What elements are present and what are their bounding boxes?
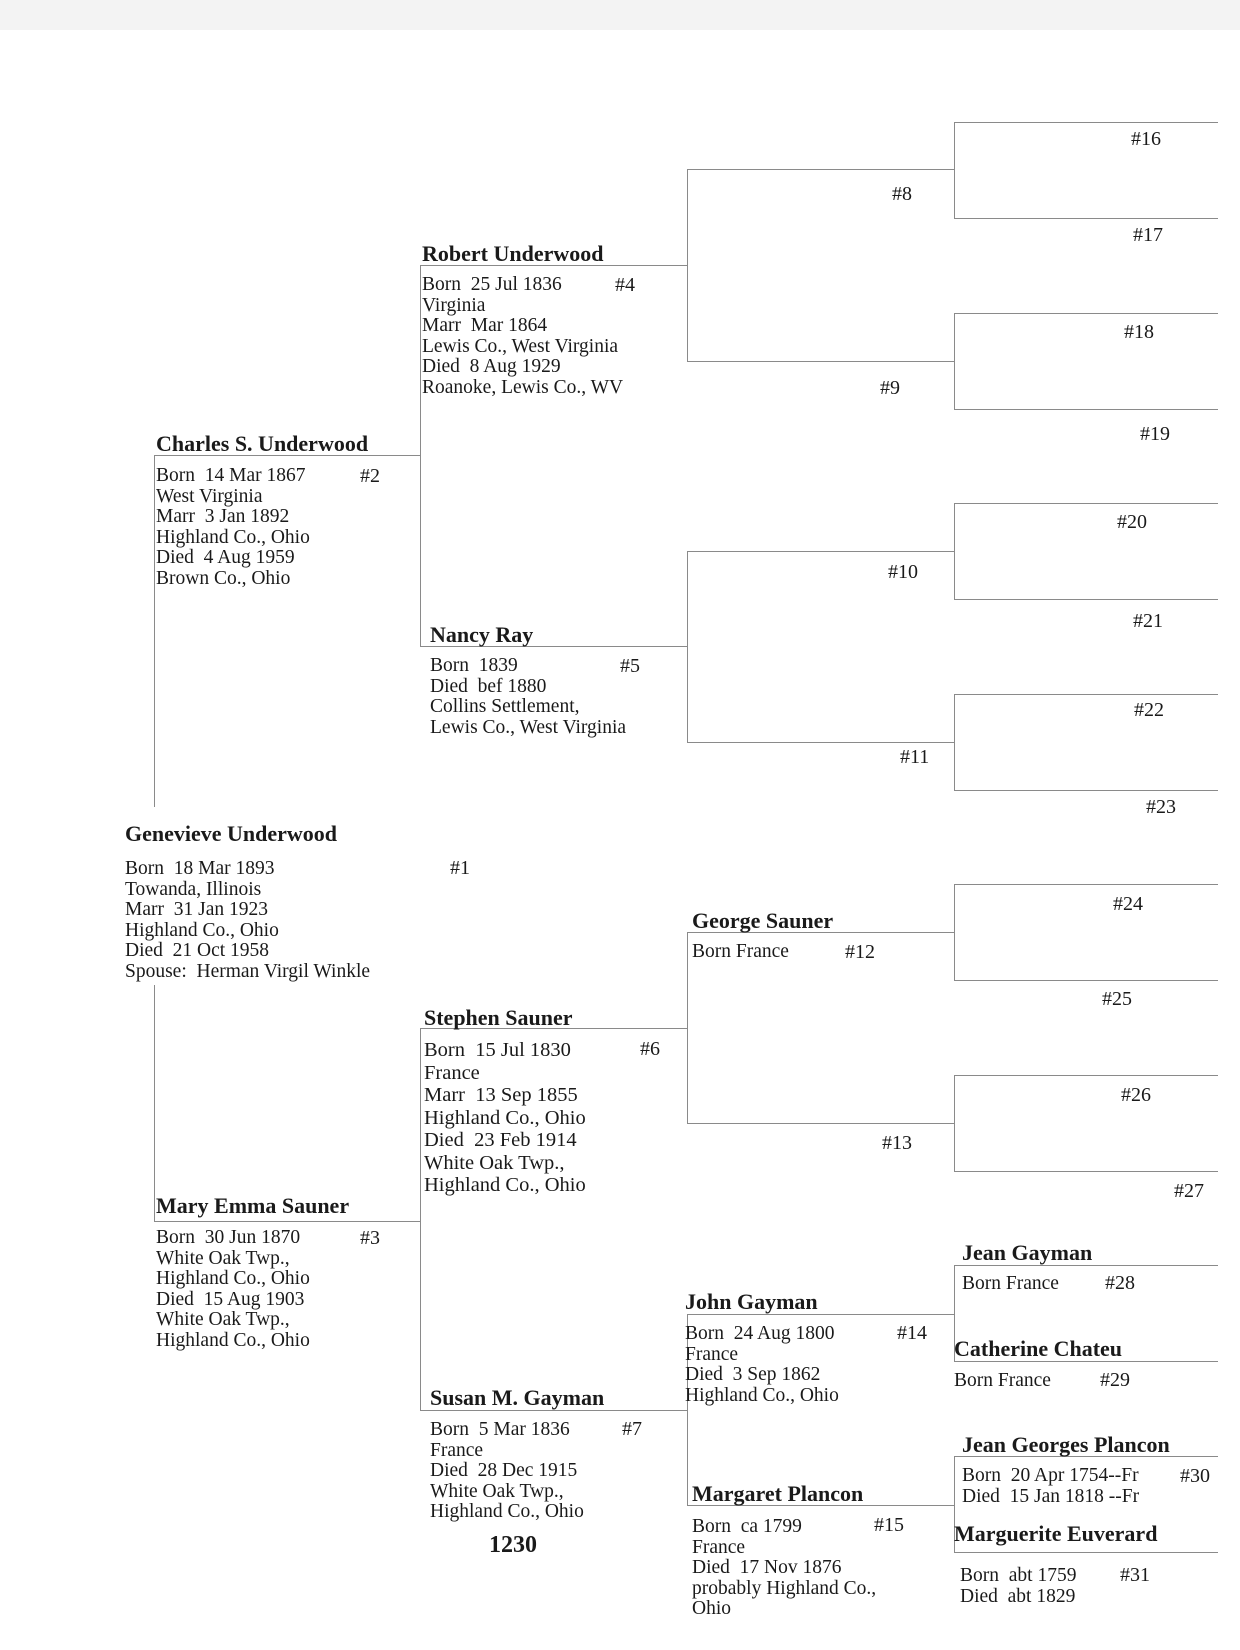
connector-line — [954, 694, 1218, 695]
slot-number-26: #26 — [1121, 1084, 1151, 1106]
slot-number-13: #13 — [882, 1132, 912, 1154]
connector-line — [954, 409, 1218, 410]
person-28-name: Jean Gayman — [962, 1240, 1093, 1265]
person-5-details: Born 1839 Died bef 1880 Collins Settlement, Lewis Co., West Virginia — [430, 655, 627, 738]
connector-line — [954, 218, 1218, 219]
connector-line — [954, 1552, 1218, 1553]
person-30-name: Jean Georges Plancon — [962, 1432, 1170, 1457]
connector-line — [687, 551, 688, 742]
person-3-details: Born 30 Jun 1870 White Oak Twp., Highland Co., Ohio Died 15 Aug 1903 White Oak Twp., Highland Co., Ohio — [156, 1227, 310, 1351]
person-4-details: Born 25 Jul 1836 Virginia Marr Mar 1864 Lewis Co., West Virginia Died 8 Aug 1929 Roanoke, Lewis Co., WV — [422, 274, 624, 398]
person-30-details: Born 20 Apr 1754--Fr Died 15 Jan 1818 --Fr — [962, 1465, 1140, 1507]
person-12-number: #12 — [845, 941, 875, 963]
connector-line — [954, 503, 955, 599]
slot-number-17: #17 — [1133, 224, 1163, 246]
connector-line — [954, 313, 1218, 314]
person-1-number: #1 — [450, 857, 470, 879]
person-3-name: Mary Emma Sauner — [156, 1193, 350, 1218]
person-31-name: Marguerite Euverard — [954, 1521, 1158, 1546]
person-31-number: #31 — [1120, 1564, 1150, 1586]
connector-line — [687, 932, 688, 1123]
person-4-name: Robert Underwood — [422, 241, 604, 266]
connector-line — [954, 122, 955, 218]
connector-line — [687, 742, 954, 743]
slot-number-18: #18 — [1124, 321, 1154, 343]
slot-number-10: #10 — [888, 561, 918, 583]
slot-number-24: #24 — [1113, 893, 1143, 915]
slot-number-23: #23 — [1146, 796, 1176, 818]
person-14-details: Born 24 Aug 1800 France Died 3 Sep 1862 Highland Co., Ohio — [685, 1323, 839, 1406]
person-7-number: #7 — [622, 1418, 642, 1440]
person-7-name: Susan M. Gayman — [430, 1385, 605, 1410]
slot-number-27: #27 — [1174, 1180, 1204, 1202]
connector-line — [954, 503, 1218, 504]
person-14-number: #14 — [897, 1322, 927, 1344]
connector-line — [954, 980, 1218, 981]
person-2-details: Born 14 Mar 1867 West Virginia Marr 3 Jan 1892 Highland Co., Ohio Died 4 Aug 1959 Brown Co., Ohio — [156, 465, 310, 589]
slot-number-22: #22 — [1134, 699, 1164, 721]
connector-line — [687, 551, 954, 552]
person-29-name: Catherine Chateu — [954, 1336, 1123, 1361]
person-2-name: Charles S. Underwood — [156, 431, 369, 456]
slot-number-20: #20 — [1117, 511, 1147, 533]
connector-line — [954, 1361, 1218, 1362]
person-28-number: #28 — [1105, 1272, 1135, 1294]
person-5-number: #5 — [620, 655, 640, 677]
person-15-details: Born ca 1799 France Died 17 Nov 1876 probably Highland Co., Ohio — [692, 1516, 877, 1619]
person-6-name: Stephen Sauner — [424, 1005, 573, 1030]
slot-number-16: #16 — [1131, 128, 1161, 150]
connector-line — [954, 122, 1218, 123]
connector-line — [954, 694, 955, 790]
person-28-details: Born France — [962, 1273, 1059, 1294]
person-30-number: #30 — [1180, 1465, 1210, 1487]
slot-number-19: #19 — [1140, 423, 1170, 445]
person-6-details: Born 15 Jul 1830 France Marr 13 Sep 1855 Highland Co., Ohio Died 23 Feb 1914 White Oak Twp., Highland Co., Ohio — [424, 1039, 586, 1196]
person-1-details: Born 18 Mar 1893 Towanda, Illinois Marr 31 Jan 1923 Highland Co., Ohio Died 21 Oct 1958 Spouse: Herman Virgil Winkle — [125, 858, 371, 982]
person-14-name: John Gayman — [685, 1289, 818, 1314]
person-29-number: #29 — [1100, 1369, 1130, 1391]
connector-line — [420, 265, 421, 646]
person-5-name: Nancy Ray — [430, 622, 534, 647]
slot-number-21: #21 — [1133, 610, 1163, 632]
person-31-details: Born abt 1759 Died abt 1829 — [960, 1565, 1077, 1607]
person-7-details: Born 5 Mar 1836 France Died 28 Dec 1915 White Oak Twp., Highland Co., Ohio — [430, 1419, 584, 1522]
connector-line — [954, 884, 955, 980]
connector-line — [687, 1123, 954, 1124]
connector-line — [420, 1028, 421, 1410]
connector-line — [954, 1075, 955, 1171]
slot-number-25: #25 — [1102, 988, 1132, 1010]
connector-line — [954, 1171, 1218, 1172]
connector-line — [154, 985, 155, 1221]
person-1-name: Genevieve Underwood — [125, 821, 338, 846]
person-12-name: George Sauner — [692, 908, 834, 933]
person-4-number: #4 — [615, 274, 635, 296]
connector-line — [154, 455, 155, 807]
person-6-number: #6 — [640, 1038, 660, 1060]
slot-number-11: #11 — [900, 746, 930, 768]
connector-line — [954, 884, 1218, 885]
slot-number-8: #8 — [892, 183, 912, 205]
connector-line — [687, 169, 688, 361]
connector-line — [154, 1221, 420, 1222]
person-12-details: Born France — [692, 941, 789, 962]
connector-line — [687, 169, 954, 170]
connector-line — [954, 1075, 1218, 1076]
person-15-number: #15 — [874, 1514, 904, 1536]
connector-line — [954, 1265, 1218, 1266]
slot-number-9: #9 — [880, 377, 900, 399]
connector-line — [687, 361, 954, 362]
person-29-details: Born France — [954, 1370, 1051, 1391]
connector-line — [954, 599, 1218, 600]
connector-line — [954, 790, 1218, 791]
page-number: 1230 — [489, 1532, 537, 1558]
connector-line — [954, 313, 955, 409]
person-15-name: Margaret Plancon — [692, 1481, 864, 1506]
person-2-number: #2 — [360, 465, 380, 487]
person-3-number: #3 — [360, 1227, 380, 1249]
connector-line — [687, 1314, 954, 1315]
connector-line — [420, 1410, 687, 1411]
